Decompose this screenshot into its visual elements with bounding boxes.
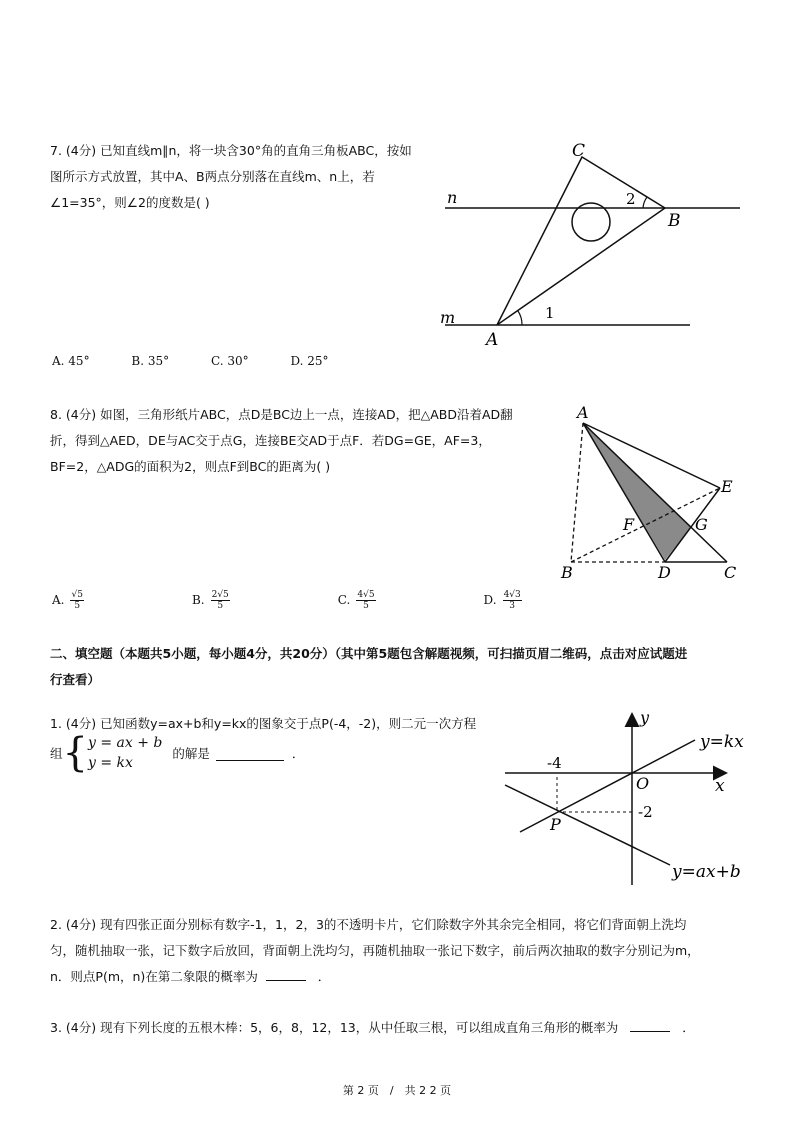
label-y-axb: y=ax+b: [672, 862, 741, 882]
section-2-heading: [50, 641, 750, 693]
label-c: C: [572, 141, 586, 161]
q7-option-d[interactable]: D. 25°: [290, 354, 329, 368]
section-2-line-2: 行查看）: [50, 672, 101, 687]
f2-line-3-row: [50, 964, 760, 990]
f2-line-2: 匀，随机抽取一张，记下数字后放回，背面朝上洗均匀，再随机抽取一张记下数字，前后两次抽取的数字分别记为m，: [50, 943, 700, 958]
label-m: m: [440, 308, 456, 327]
label-minus-2: -2: [638, 803, 653, 821]
segment-ab-dashed: [571, 423, 583, 562]
fill-2-text: [50, 912, 760, 990]
q7-option-c[interactable]: C. 30°: [210, 354, 249, 368]
question-8-text: [50, 402, 560, 480]
label-y-axis: y: [640, 708, 650, 727]
f2-line-3: n．则点P(m，n)在第二象限的概率为: [50, 969, 258, 984]
q7-line-2: 图所示方式放置，其中A、B两点分别落在直线m、n上，若: [50, 169, 375, 184]
fill-3-text: [50, 1015, 760, 1041]
label-f: F: [623, 515, 635, 534]
f1-end: ．: [291, 746, 305, 761]
f2-end: ．: [317, 969, 331, 984]
label-angle-1: 1: [545, 304, 555, 322]
brace-icon: {: [62, 730, 88, 776]
question-7-text: [50, 138, 440, 216]
label-b: B: [561, 563, 573, 582]
label-a: A: [486, 330, 499, 350]
f1-equation-system: [50, 730, 305, 776]
q8-option-c[interactable]: C. $\frac{4√5}{5}$: [337, 590, 375, 611]
q8-option-d[interactable]: D. $\frac{4√3}{3}$: [483, 590, 521, 611]
label-y-kx: y=kx: [700, 732, 744, 752]
f1-prefix: 组: [50, 746, 63, 761]
angle-1-arc: [518, 311, 522, 325]
f3-answer-blank[interactable]: [630, 1017, 670, 1032]
f1-eq-1: y = ax + b: [87, 735, 163, 751]
label-origin: O: [636, 774, 650, 793]
f1-equations: [88, 733, 162, 773]
label-n: n: [447, 188, 458, 207]
q7-options: [52, 354, 367, 368]
f1-suffix: 的解是: [172, 746, 210, 761]
label-g: G: [695, 515, 708, 534]
q8-line-2: 折，得到△AED，DE与AC交于点G，连接BE交AD于点F．若DG=GE，AF=3，: [50, 433, 491, 448]
f1-line-1: 1. (4分) 已知函数y=ax+b和y=kx的图象交于点P(-4，-2)，则二元一次方程: [50, 716, 477, 731]
q8-line-3: BF=2，△ADG的面积为2，则点F到BC的距离为( ): [50, 459, 331, 474]
angle-2-arc: [643, 197, 647, 208]
label-angle-2: 2: [626, 190, 636, 208]
f3-line-1: 3. (4分) 现有下列长度的五根木棒：5，6，8，12，13，从中任取三根，可以组成直角三角形的概率为: [50, 1020, 619, 1035]
f2-answer-blank[interactable]: [266, 966, 306, 981]
q8-option-a[interactable]: A. $\frac{√5}{5}$: [52, 590, 83, 611]
f1-eq-2: y = kx: [87, 755, 133, 771]
q7-line-1: 7. (4分) 已知直线m∥n，将一块含30°角的直角三角板ABC，按如: [50, 143, 412, 158]
f1-figure: [500, 705, 760, 890]
f3-end: ．: [682, 1020, 695, 1035]
label-minus-4: -4: [547, 754, 562, 772]
label-c: C: [724, 563, 737, 582]
shaded-triangle: [583, 423, 691, 560]
page-footer: 第 2 页 / 共 2 2 页: [342, 1084, 452, 1097]
q8-figure: [555, 400, 750, 585]
f1-answer-blank[interactable]: [216, 746, 284, 761]
label-b: B: [668, 211, 681, 231]
q8-line-1: 8. (4分) 如图，三角形纸片ABC，点D是BC边上一点，连接AD，把△ABD沿着AD翻: [50, 407, 513, 422]
q7-figure: [430, 135, 750, 350]
section-2-line-1: 二、填空题（本题共5小题，每小题4分，共20分）（其中第5题包含解题视频，可扫描页眉二维码，点击对应试题进: [50, 646, 688, 661]
q7-option-a[interactable]: A. 45°: [52, 354, 90, 368]
label-x-axis: x: [715, 776, 725, 796]
q8-option-b[interactable]: B. $\frac{2√5}{5}$: [191, 590, 229, 611]
triangle-abc: [497, 157, 665, 325]
label-e: E: [721, 477, 733, 496]
label-d: D: [658, 563, 671, 582]
q8-options: [52, 590, 598, 611]
label-p: P: [550, 815, 561, 834]
q7-option-b[interactable]: B. 35°: [131, 354, 170, 368]
q7-line-3: ∠1=35°，则∠2的度数是( ): [50, 195, 210, 210]
f2-line-1: 2. (4分) 现有四张正面分别标有数字-1，1，2，3的不透明卡片，它们除数字外其余完全相同，将它们背面朝上洗均: [50, 917, 687, 932]
label-a: A: [577, 403, 589, 422]
